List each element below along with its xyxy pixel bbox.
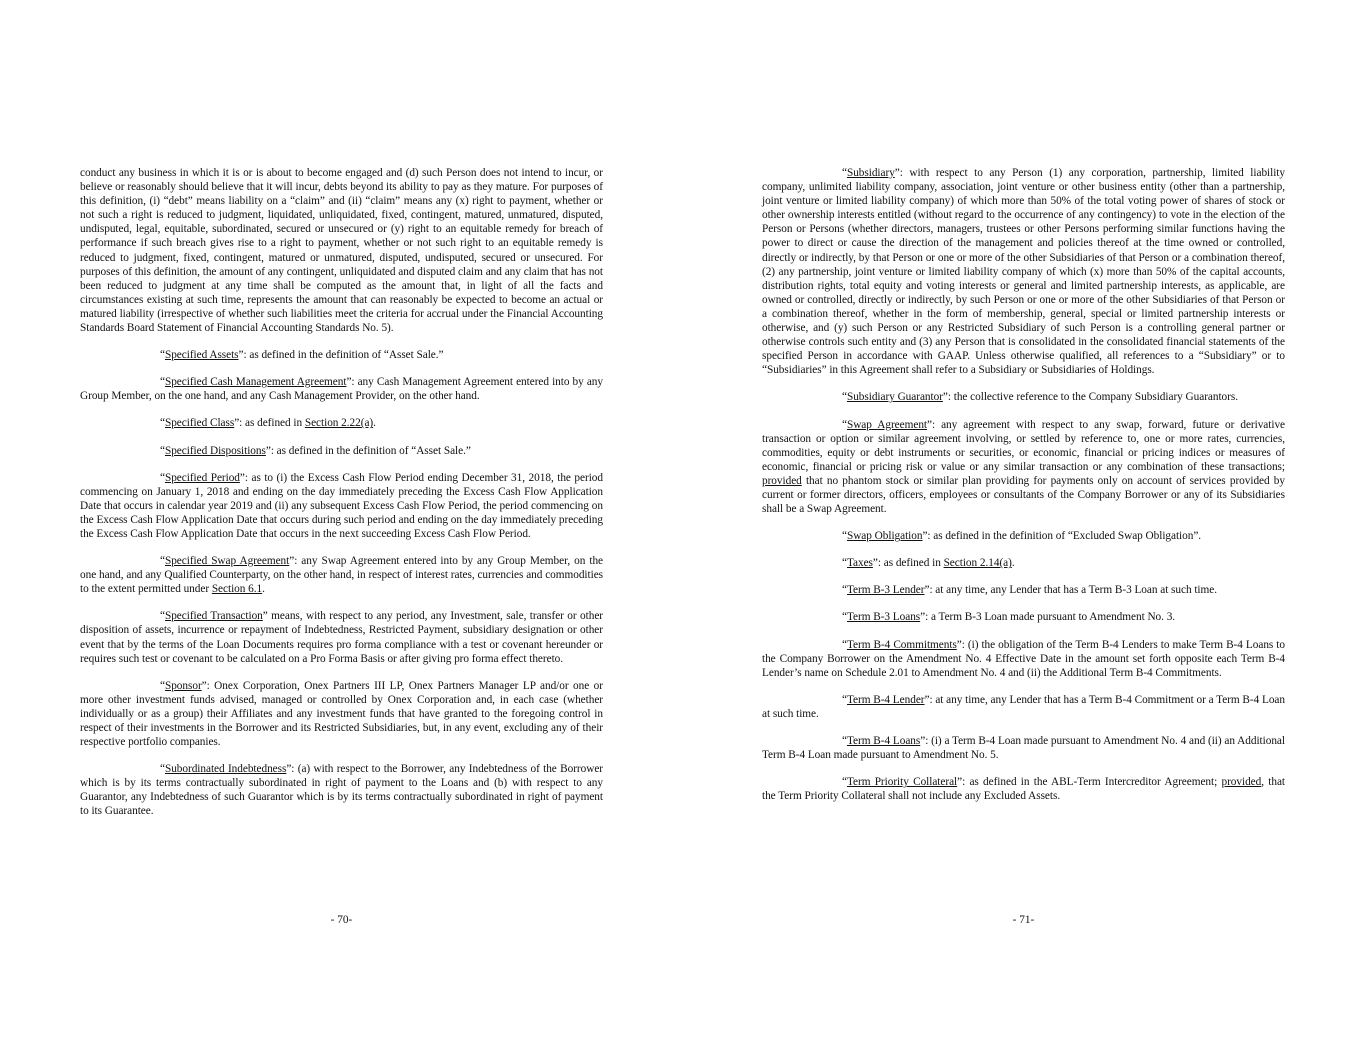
defined-term: Swap Agreement [846, 418, 928, 431]
definition-text-end: . [373, 417, 376, 430]
definition-paragraph: “Specified Assets”: as defined in the definition of “Asset Sale.” [160, 349, 444, 362]
definition-text-end: , that the Term Priority Collateral shall not include any Excluded Assets. [762, 776, 1286, 803]
definition-text: ”: any Swap Agreement entered into by any Group Member, on the one hand, and any Qualified Counterparty, on the other hand, in respect of interest rates, currencies and commodities to the extent permitted under [80, 555, 604, 596]
definition-text: ”: Onex Corporation, Onex Partners III LP, Onex Partners Manager LP and/or one or more other investment funds advised, managed or controlled by Onex Corporation and, in each case (whether individually or as a group) their Affiliates and any investment funds that have granted to the foregoing control in respect of their investments in the Borrower and its Restricted Subsidiaries, but, in any event, excluding any of their respective portfolio companies. [80, 679, 603, 749]
definition-text: ” means, with respect to any period, any Investment, sale, transfer or other disposition of assets, incurrence or repayment of Indebtedness, Restricted Payment, subsidiary designation or other event that by the terms of the Loan Documents requires pro forma compliance with a test or covenant hereunder or requires such test or covenant to be calculated on a Pro Forma Basis or after giving pro forma effect thereto. [80, 610, 603, 665]
defined-term: Sponsor [164, 679, 202, 692]
proviso-term: provided [762, 474, 802, 487]
defined-term: Specified Assets [164, 349, 239, 362]
definition-text: ”: (i) a Term B-4 Loan made pursuant to Amendment No. 4 and (ii) an Additional Term B-4 Loan made pursuant to Amendment No. 5. [762, 735, 1285, 762]
definition-paragraph: “Term Priority Collateral”: as defined in the ABL-Term Intercreditor Agreement; provided, that the Term Priority Collateral shall not include any Excluded Assets. [762, 776, 1286, 803]
defined-term: Term B-4 Loans [846, 735, 921, 747]
defined-term: Specified Transaction [164, 610, 263, 623]
defined-term: Specified Period [164, 471, 240, 484]
definition-paragraph: “Term B-3 Lender”: at any time, any Lender that has a Term B-3 Loan at such time. [842, 584, 1217, 597]
definition-paragraph: “Specified Period”: as to (i) the Excess Cash Flow Period ending December 31, 2018, the period commencing on January 1, 2018 and ending on the day immediately preceding the Excess Cash Flow Application Date that occurs in calendar year 2019 and (ii) any subsequent Excess Cash Flow Period, the period commencing on the Excess Cash Flow Application Date that occurs during such period and ending on the day immediately preceding the Excess Cash Flow Application Date that occurs in the next succeeding Excess Cash Flow Period. [80, 471, 603, 540]
definition-paragraph: “Specified Class”: as defined in Section 2.22(a). [160, 417, 376, 430]
defined-term: Term B-4 Lender [846, 693, 925, 706]
page-body [762, 166, 1285, 816]
definition-text: ”: at any time, any Lender that has a Term B-4 Commitment or a Term B-4 Loan at such time. [762, 693, 1285, 720]
defined-term: Specified Dispositions [164, 444, 266, 457]
definition-paragraph: “Specified Cash Management Agreement”: any Cash Management Agreement entered into by any Group Member, on the one hand, and any Cash Management Provider, on the other hand. [80, 376, 603, 403]
defined-term: Term Priority Collateral [846, 776, 958, 789]
continuation-paragraph: conduct any business in which it is or is about to become engaged and (d) such Person does not intend to incur, or believe or reasonably should believe that it will incur, debts beyond its ability to pay as they mature. For purposes of this definition, (i) “debt” means liability on a “claim” and (ii) “claim” means any (x) right to payment, whether or not such a right is reduced to judgment, liquidated, unliquidated, fixed, contingent, matured, unmatured, disputed, undisputed, legal, equitable, subordinated, secured or unsecured or (y) right to an equitable remedy for breach of performance if such breach gives rise to a right to payment, whether or not such right to an equitable remedy is reduced to judgment, fixed, contingent, matured or unmatured, disputed, undisputed, secured or unsecured. For purposes of this definition, the amount of any contingent, unliquidated and disputed claim and any claim that has not been reduced to judgment at any time shall be computed as the amount that, in light of all the facts and circumstances existing at such time, represents the amount that can reasonably be expected to become an actual or matured liability (irrespective of whether such liabilities meet the criteria for accrual under the Financial Accounting Standards Board Statement of Financial Accounting Standards No. 5). [80, 167, 603, 335]
definition-paragraph: “Specified Transaction” means, with respect to any period, any Investment, sale, transfer or other disposition of assets, incurrence or repayment of Indebtedness, Restricted Payment, subsidiary designation or other event that by the terms of the Loan Documents requires pro forma compliance with a test or covenant hereunder or requires such test or covenant to be calculated on a Pro Forma Basis or after giving pro forma effect thereto. [80, 610, 603, 665]
definition-paragraph: “Specified Dispositions”: as defined in the definition of “Asset Sale.” [160, 444, 471, 457]
defined-term: Swap Obligation [846, 530, 923, 543]
definition-text: ”: as defined in [872, 557, 944, 570]
definition-text: ”: as defined in the definition of “Asset Sale.” [238, 349, 444, 362]
definition-text: ”: the collective reference to the Company Subsidiary Guarantors. [942, 391, 1238, 404]
definition-text: ”: as to (i) the Excess Cash Flow Period ending December 31, 2018, the period commencing on January 1, 2018 and ending on the day immediately preceding the Excess Cash Flow Application Date that occurs in calendar year 2019 and (ii) any subsequent Excess Cash Flow Period, the period commencing on the Excess Cash Flow Application Date that occurs during such period and ending on the day immediately preceding the Excess Cash Flow Application Date that occurs in the next succeeding Excess Cash Flow Period. [80, 471, 603, 540]
definition-paragraph: “Subordinated Indebtedness”: (a) with respect to the Borrower, any Indebtedness of the Borrower which is by its terms contractually subordinated in right of payment to the Loans and (b) with respect to any Guarantor, any Indebtedness of such Guarantor which is by its terms contractually subordinated in right of payment to its Guarantee. [80, 763, 604, 818]
page-number: - 70- [330, 914, 353, 926]
definition-paragraph: “Term B-4 Loans”: (i) a Term B-4 Loan made pursuant to Amendment No. 4 and (ii) an Additional Term B-4 Loan made pursuant to Amendment No. 5. [762, 735, 1285, 762]
defined-term: Specified Swap Agreement [164, 555, 290, 568]
definition-text: ”: a Term B-3 Loan made pursuant to Amendment No. 3. [920, 611, 1176, 624]
page-body [80, 166, 603, 832]
definition-paragraph: “Taxes”: as defined in Section 2.14(a). [842, 557, 1015, 570]
definition-text: ”: any Cash Management Agreement entered into by any Group Member, on the one hand, and any Cash Management Provider, on the other hand. [80, 376, 603, 403]
definition-text: ”: any agreement with respect to any swap, forward, future or derivative transaction or option or similar agreement involving, or settled by reference to, one or more rates, currencies, commodities, equity or debt instruments or securities, or economic, financial or pricing indices or measures of economic, financial or pricing risk or value or any similar transaction or any combination of these transactions; [762, 418, 1286, 473]
defined-term: Subordinated Indebtedness [164, 763, 287, 776]
definition-paragraph: “Sponsor”: Onex Corporation, Onex Partners III LP, Onex Partners Manager LP and/or one or more other investment funds advised, managed or controlled by Onex Corporation and, in each case (whether individually or as a group) their Affiliates and any investment funds that have granted to the foregoing control in respect of their investments in the Borrower and its Restricted Subsidiaries, but, in any event, excluding any of their respective portfolio companies. [80, 679, 603, 749]
definition-text: ”: as defined in [234, 417, 305, 430]
definition-text: ”: with respect to any Person (1) any corporation, partnership, limited liability company, unlimited liability company, association, joint venture or other business entity (other than a partnership, joint venture or limited liability company) of which more than 50% of the total voting power of shares of stock or other ownership interests entitled (without regard to the occurrence of any contingency) to vote in the election of the Person or Persons (whether directors, managers, trustees or other Persons performing similar functions having the power to direct or cause the direction of the management and policies thereof at the time owned or controlled, directly or indirectly, by that Person or one or more of the other Subsidiaries of that Person or a combination thereof, (2) any partnership, joint venture or limited liability company of which (x) more than 50% of the capital accounts, distribution rights, total equity and voting interests or general and limited partnership interests, as applicable, are owned or controlled, directly or indirectly, by such Person or one or more of the other Subsidiaries of that Person or a combination thereof, whether in the form of membership, general, special or limited partnership interests or otherwise, and (y) such Person or any Restricted Subsidiary of such Person is a controlling general partner or otherwise controls such entity and (3) any Person that is consolidated in the consolidated financial statements of the specified Person in accordance with GAAP. Unless otherwise qualified, all references to a “Subsidiary” or to “Subsidiaries” in this Agreement shall refer to a Subsidiary or Subsidiaries of Holdings. [762, 167, 1285, 377]
definition-text: ”: (i) the obligation of the Term B-4 Lenders to make Term B-4 Loans to the Company Borrower on the Amendment No. 4 Effective Date in the amount set forth opposite each Term B-4 Lender’s name on Schedule 2.01 to Amendment No. 4 and (ii) the Additional Term B-4 Commitments. [762, 638, 1285, 679]
cross-reference: Section 2.14(a) [943, 557, 1012, 570]
definition-paragraph: “Specified Swap Agreement”: any Swap Agreement entered into by any Group Member, on the one hand, and any Qualified Counterparty, on the other hand, in respect of interest rates, currencies and commodities to the extent permitted under Section 6.1. [80, 555, 604, 596]
definition-text: ”: (a) with respect to the Borrower, any Indebtedness of the Borrower which is by its terms contractually subordinated in right of payment to the Loans and (b) with respect to any Guarantor, any Indebtedness of such Guarantor which is by its terms contractually subordinated in right of payment to its Guarantee. [80, 763, 604, 818]
definition-text-end: that no phantom stock or similar plan providing for payments only on account of services provided by current or former directors, officers, employees or consultants of the Company Borrower or any of its Subsidiaries shall be a Swap Agreement. [762, 474, 1285, 516]
definition-paragraph: “Term B-4 Lender”: at any time, any Lender that has a Term B-4 Commitment or a Term B-4 Loan at such time. [762, 693, 1285, 720]
proviso-term: provided [1221, 776, 1262, 789]
page-number: - 71- [1012, 914, 1035, 926]
cross-reference: Section 6.1 [211, 583, 263, 596]
defined-term: Specified Class [164, 417, 235, 430]
defined-term: Subsidiary [846, 167, 895, 179]
definition-paragraph: “Term B-3 Loans”: a Term B-3 Loan made pursuant to Amendment No. 3. [842, 611, 1176, 624]
document-page-left [80, 0, 603, 1055]
definition-text-end: . [1011, 557, 1015, 570]
defined-term: Term B-4 Commitments [846, 638, 957, 651]
definition-paragraph: “Subsidiary”: with respect to any Person (1) any corporation, partnership, limited liability company, unlimited liability company, association, joint venture or other business entity (other than a partnership, joint venture or limited liability company) of which more than 50% of the total voting power of shares of stock or other ownership interests entitled (without regard to the occurrence of any contingency) to vote in the election of the Person or Persons (whether directors, managers, trustees or other Persons performing similar functions having the power to direct or cause the direction of the management and policies thereof at the time owned or controlled, directly or indirectly, by that Person or one or more of the other Subsidiaries of that Person or a combination thereof, (2) any partnership, joint venture or limited liability company of which (x) more than 50% of the capital accounts, distribution rights, total equity and voting interests or general and limited partnership interests, as applicable, are owned or controlled, directly or indirectly, by such Person or one or more of the other Subsidiaries of that Person or a combination thereof, whether in the form of membership, general, special or limited partnership interests or otherwise, and (y) such Person or any Restricted Subsidiary of such Person is a controlling general partner or otherwise controls such entity and (3) any Person that is consolidated in the consolidated financial statements of the specified Person in accordance with GAAP. Unless otherwise qualified, all references to a “Subsidiary” or to “Subsidiaries” in this Agreement shall refer to a Subsidiary or Subsidiaries of Holdings. [762, 167, 1285, 377]
defined-term: Term B-3 Loans [846, 611, 921, 624]
defined-term: Subsidiary Guarantor [846, 391, 943, 404]
definition-paragraph: “Term B-4 Commitments”: (i) the obligation of the Term B-4 Lenders to make Term B-4 Loans to the Company Borrower on the Amendment No. 4 Effective Date in the amount set forth opposite each Term B-4 Lender’s name on Schedule 2.01 to Amendment No. 4 and (ii) the Additional Term B-4 Commitments. [762, 638, 1285, 679]
definition-text: ”: at any time, any Lender that has a Term B-3 Loan at such time. [924, 584, 1217, 597]
definition-paragraph: “Swap Agreement”: any agreement with respect to any swap, forward, future or derivative transaction or option or similar agreement involving, or settled by reference to, one or more rates, currencies, commodities, equity or debt instruments or securities, or economic, financial or pricing indices or measures of economic, financial or pricing risk or value or any similar transaction or any combination of these transactions; provided that no phantom stock or similar plan providing for payments only on account of services provided by current or former directors, officers, employees or consultants of the Company Borrower or any of its Subsidiaries shall be a Swap Agreement. [762, 418, 1286, 516]
definition-paragraph: “Subsidiary Guarantor”: the collective reference to the Company Subsidiary Guarantors. [842, 391, 1238, 404]
defined-term: Taxes [846, 557, 873, 570]
definition-text: ”: as defined in the ABL-Term Intercreditor Agreement; [957, 776, 1222, 789]
definition-text-end: . [262, 583, 265, 596]
definition-text: ”: as defined in the definition of “Asset Sale.” [265, 444, 471, 457]
document-page-right [762, 0, 1285, 1055]
cross-reference: Section 2.22(a) [304, 417, 374, 430]
definition-paragraph: “Swap Obligation”: as defined in the definition of “Excluded Swap Obligation”. [842, 530, 1202, 543]
defined-term: Specified Cash Management Agreement [164, 376, 347, 389]
definition-text: ”: as defined in the definition of “Excluded Swap Obligation”. [922, 530, 1202, 543]
defined-term: Term B-3 Lender [846, 584, 925, 597]
